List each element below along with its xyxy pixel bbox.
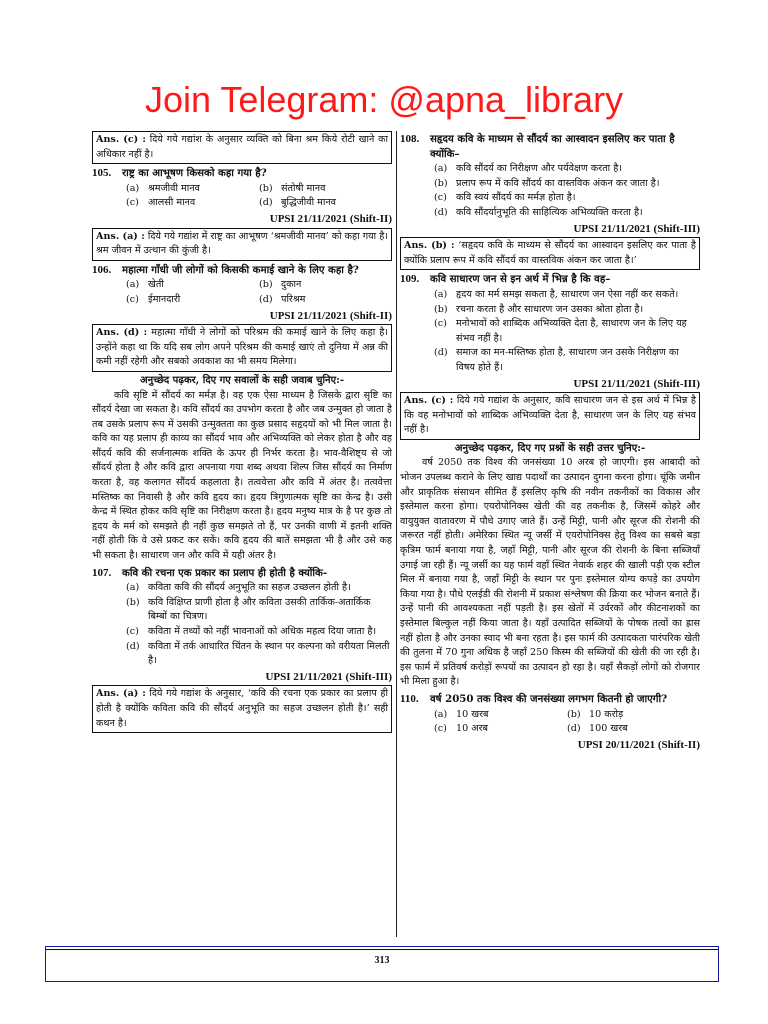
answer-tag: Ans. (d) : (96, 327, 148, 339)
options-grid (92, 182, 392, 211)
exam-source: UPSI 21/11/2021 (Shift-III) (573, 222, 700, 235)
exam-source: UPSI 21/11/2021 (Shift-II) (269, 212, 392, 225)
passage-text: कवि सृष्टि में सौंदर्य का मर्मज्ञ है। वह एक ऐसा माध्यम है जिसके द्वारा सृष्टि का सौंदर्य देखा जा सकता है। कवि सौंदर्य का उपभोग करता है और जब उन्मुक्त हो जाता है तब उसके प्रलाप रूप में उसकी उन्मुक्तता का कुछ प्रसाद सहृदयों को भी मिल जाता है। कवि का यह प्रलाप ही काव्य का सौंदर्य भाव और अभिव्यक्ति को लेकर होता है और वह सौंदर्य कवि की सर्जनात्मक शक्ति के ऊपर ही निर्भर करता है। भाव-वैशिष्ट्य से जो सौंदर्य होता है और कवि द्वारा अपनाया गया शब्द अथवा शिल्प जिस सौंदर्य का निर्माण करता है, वह कलागत सौंदर्य कहलाता है। तत्ववेत्ता और कवि में अंतर है। तत्ववेत्ता मस्तिष्क का निवासी है और कवि हृदय का। हृदय त्रिगुणात्मक सृष्टि का केन्द्र है। उसी केन्द्र में स्थित होकर कवि सृष्टि का निरीक्षण करता है। हृदय मनुष्य मात्र के है पर कुछ तो हृदय के मर्म को समझते ही नहीं कुछ समझते तो हैं, पर उनकी वाणी में इतनी शक्ति नहीं होती कि वे उसे प्रकट कर सकें। कवि हृदय की बातें समझता भी है और उसे कह भी सकता है। साधारण जन और कवि में यही अंतर है। (92, 389, 393, 562)
option: (c) आलसी मानव (126, 197, 196, 209)
option: (d) समाज का मन-मस्तिष्क होता है, साधारण जन उसके निरीक्षण का विषय होते हैं। (434, 347, 679, 373)
answer-text: दिये गये गद्यांश के अनुसार, ‘कवि की रचना एक प्रकार का प्रलाप ही होती है क्योंकि कविता कवि की सौंदर्य अनुभूति का सहज उच्छलन होती है।’ सही कथन है। (96, 688, 388, 729)
option: (a) कविता कवि की सौंदर्य अनुभूति का सहज उच्छलन होती है। (126, 582, 351, 594)
page-number: 313 (374, 955, 390, 966)
question-number: 105. (92, 167, 112, 180)
question-number: 108. (400, 133, 420, 145)
option: (c) कवि स्वयं सौंदर्य का मर्मज्ञ होता है। (434, 192, 576, 204)
options-grid (92, 278, 392, 307)
option: (b) रचना करता है और साधारण जन उसका श्रोता होता है। (434, 303, 644, 315)
answer-box (92, 324, 392, 372)
option: (a) 10 खरब (434, 708, 489, 720)
option: (b) कवि विक्षिप्त प्राणी होता है और कविता उसकी तार्किक-अतार्किक बिम्बों का चित्रण। (126, 596, 371, 623)
right-column (400, 130, 700, 753)
question-number: 109. (400, 273, 420, 286)
passage-text: वर्ष 2050 तक विश्व की जनसंख्या 10 अरब हो जाएगी। इस आबादी को भोजन उपलब्ध कराने के लिए खाद्य पदार्थों का उत्पादन दुगना करना होगा। चूंकि जमीन और प्राकृतिक संसाधन सीमित हैं इसलिए कृषि की नवीन तकनीकों का विकास और इस्तेमाल करना होगा। एयरोपोनिक्स खेती की वह तकनीक है, जिसमें कोहरे और वायुयुक्त वातावरण में पौधे उगाए जाते हैं। उन्हें मिट्टी, पानी और सूरज की रोशनी की जरूरत नहीं होती। अमेरिका स्थित न्यू जर्सी में एयरोपोनिक्स हेतु विश्व का सबसे बड़ा कृत्रिम फार्म बनाया गया है, जहाँ मिट्टी, पानी और सूरज की रोशनी के बिना सब्जियाँ उगाई जा रही हैं। न्यू जर्सी का यह फार्म वहाँ स्थित नेवार्क शहर की खाली पड़ी एक स्टील मिल में बनाया गया है, जहाँ मिट्टी के स्थान पर पुनः इस्तेमाल योग्य कपड़े का उपयोग किया गया है। पौधे एलईडी की रोशनी में प्रकाश संश्लेषण की क्रिया कर भोजन बनाते हैं। उन्हें पानी की आवश्यकता नहीं पड़ती है। इस खेतों में उर्वरकों और कीटनाशकों का इस्तेमाल बिल्कुल नहीं किया जाता है। यहाँ उत्पादित सब्जियों के पोषक तत्वों का ह्रास नहीं होता है और उनका स्वाद भी बना रहता है। इस फार्म की उत्पादकता पारंपरिक खेती की तुलना में 70 गुना अधिक है जहाँ 250 किस्म की सब्जियों की खेती की जा रही है। इस फार्म में प्रतिवर्ष करोड़ों रूपयों का उत्पादन हो रहा है। यहाँ सैकड़ों लोगों को रोजगार भी मिला हुआ है। (400, 457, 700, 688)
option: (d) 100 खरब (567, 723, 628, 735)
option: (c) 10 अरब (434, 723, 488, 735)
option: (c) ईमानदारी (126, 293, 181, 305)
passage-heading: अनुच्छेद पढ़कर, दिए गए प्रश्नों के सही उत्तर चुनिए:- (454, 442, 646, 454)
option: (b) प्रलाप रूप में कवि सौंदर्य का वास्तविक अंकन कर जाता है। (434, 177, 660, 189)
question-text: सहृदय कवि के माध्यम से सौंदर्य का आस्वादन इसलिए कर पाता है क्योंकि– (430, 133, 675, 160)
question-105 (92, 166, 392, 181)
option: (d) कवि सौंदर्यानुभूति की साहित्यिक अभिव्यक्ति करता है। (434, 206, 643, 218)
answer-text: ‘सहृदय कवि के माध्यम से सौंदर्य का आस्वादन इसलिए कर पाता है क्योंकि प्रलाप रूप में कवि सौंदर्य का वास्तविक अंकन कर जाता है।’ (404, 240, 696, 266)
question-text: राष्ट्र का आभूषण किसको कहा गया है? (122, 167, 267, 180)
column-divider (396, 131, 397, 937)
option: (d) परिश्रम (259, 293, 306, 305)
answer-tag: Ans. (c) : (96, 134, 146, 145)
exam-source: UPSI 20/11/2021 (Shift-II) (577, 738, 700, 751)
question-text: महात्मा गाँधी जी लोगों को किसकी कमाई खाने के लिए कहा है? (122, 263, 359, 276)
answer-tag: Ans. (a) : (96, 688, 146, 700)
answer-text: दिये गये गद्यांश के अनुसार व्यक्ति को बिना श्रम किये रोटी खाने का अधिकार नहीं है। (96, 134, 388, 160)
left-column (92, 130, 392, 735)
question-number: 110. (400, 692, 419, 705)
passage-heading: अनुच्छेद पढ़कर, दिए गए सवालों के सही जवाब चुनिए:- (140, 374, 344, 386)
option: (c) कविता में तथ्यों को नहीं भावनाओं को अधिक महत्व दिया जाता है। (126, 626, 377, 637)
footer-rule (46, 949, 718, 950)
option: (a) खेती (126, 279, 164, 291)
question-text: कवि की रचना एक प्रकार का प्रलाप ही होती है क्योंकि- (122, 566, 328, 579)
option: (b) दुकान (259, 279, 302, 291)
option: (b) संतोषी मानव (259, 182, 326, 194)
question-108 (400, 132, 700, 161)
exam-source: UPSI 21/11/2021 (Shift-III) (265, 670, 392, 683)
question-text: वर्ष 2050 तक विश्व की जनसंख्या लगभग कितनी हो जाएगी? (430, 692, 668, 705)
exam-source: UPSI 21/11/2021 (Shift-III) (573, 377, 700, 390)
question-109 (400, 272, 700, 287)
option: (a) कवि सौंदर्य का निरीक्षण और पर्यवेक्षण करता है। (434, 163, 622, 175)
option: (d) बुद्धिजीवी मानव (259, 197, 336, 209)
answer-text: महात्मा गाँधी ने लोगों को परिश्रम की कमाई खाने के लिए कहा है। उन्होंने कहा था कि यदि सब लोग अपने परिश्रम की कमाई खाएं तो दुनिया में अन्न की कमी नहीं रहेगी और सबको अवकाश का भी समय मिलेगा। (96, 327, 388, 368)
option: (a) हृदय का मर्म समझ सकता है, साधारण जन ऐसा नहीं कर सकते। (434, 288, 679, 300)
telegram-banner: Join Telegram: @apna_library (144, 79, 624, 120)
answer-box (92, 228, 392, 261)
question-number: 107. (92, 566, 112, 579)
page-footer (45, 946, 719, 982)
answer-text: दिये गये गद्यांश के अनुसार, कवि साधारण जन से इस अर्थ में भिन्न है कि वह मनोभावों को शाब्दिक अभिव्यक्ति देता है, साधारण जन के लिए यह संभव नहीं है। (404, 395, 696, 436)
answer-text: दिये गये गद्यांश में राष्ट्र का आभूषण ‘श्रमजीवी मानव’ को कहा गया है। श्रम जीवन में उत्थान की कुंजी है। (96, 230, 388, 257)
option: (a) श्रमजीवी मानव (126, 182, 200, 194)
answer-tag: Ans. (b) : (404, 240, 455, 252)
options-grid (400, 708, 700, 737)
answer-box (92, 131, 392, 164)
exam-source: UPSI 21/11/2021 (Shift-II) (269, 309, 392, 322)
question-number: 106. (92, 263, 112, 276)
option: (d) कविता में तर्क आधारित चिंतन के स्थान पर कल्पना को वरीयता मिलती है। (126, 640, 390, 667)
option: (c) मनोभावों को शाब्दिक अभिव्यक्ति देता है, साधारण जन के लिए यह संभव नहीं है। (434, 318, 687, 344)
answer-box (400, 392, 700, 440)
option: (b) 10 करोड़ (567, 708, 624, 720)
answer-box (92, 685, 392, 733)
question-106 (92, 263, 392, 278)
question-text: कवि साधारण जन से इन अर्थ में भिन्न है कि वह– (430, 273, 611, 286)
answer-tag: Ans. (a) : (96, 230, 145, 242)
answer-tag: Ans. (c) : (404, 395, 454, 407)
question-107 (92, 566, 392, 581)
answer-box (400, 237, 700, 270)
question-110 (400, 692, 700, 707)
